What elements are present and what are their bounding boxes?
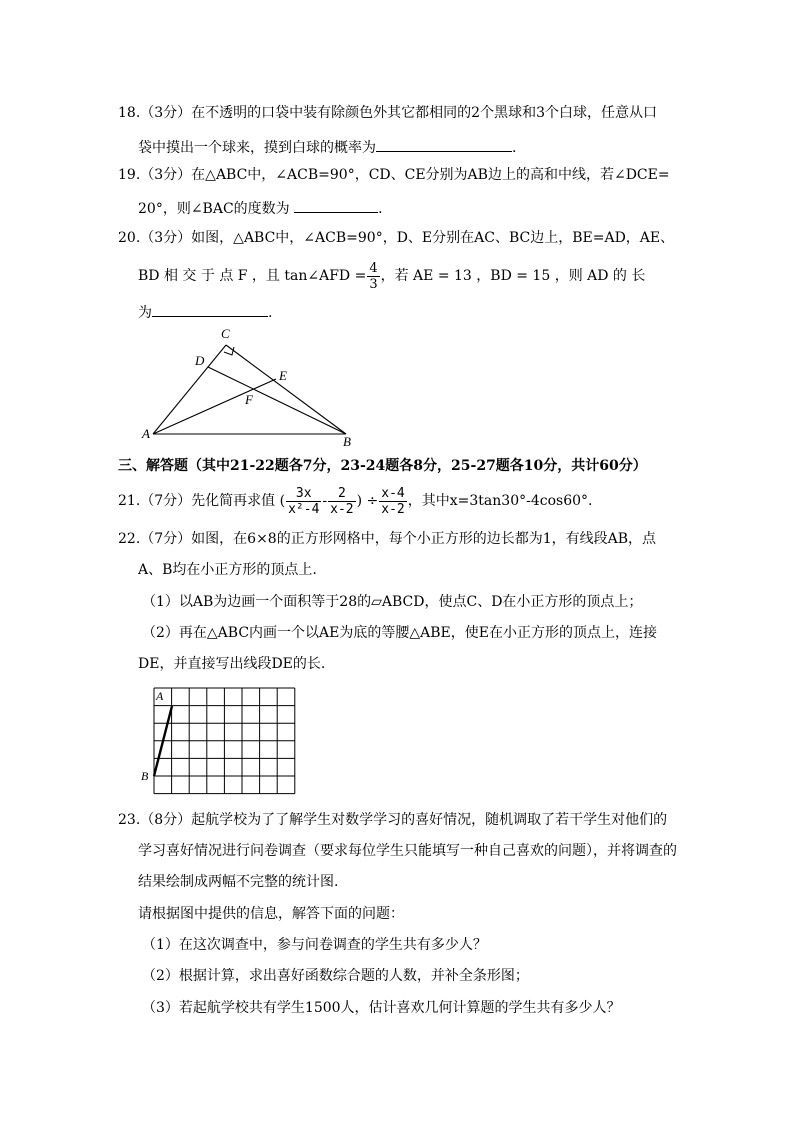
q20-fraction: $\frac{4}{3}$ [369, 260, 378, 292]
q19-line2: 20°，则∠BAC的度数为 . [138, 196, 383, 219]
q21-line: 21.（7分）先化简再求值 ( $\frac{3x}{\text{x²-4}}$ - $\frac{2}{x-2}$ ) ÷ $\frac{x-4}{x-2}$ ，其中x=3tan30°-4cos60°. [118, 485, 593, 517]
q20-line3: 为 . [138, 300, 272, 323]
section-header: 三、解答题（其中21-22题各7分，23-24题各8分，25-27题各10分，共计60分） [118, 458, 647, 474]
q22-line1: 22.（7分）如图，在6×8的正方形网格中，每个小正方形的边长都为1，有线段AB，点 [118, 531, 657, 547]
q23-line4: 请根据图中提供的信息，解答下面的问题： [138, 906, 404, 922]
q23-part3: （3）若起航学校共有学生1500人，估计喜欢几何计算题的学生共有多少人？ [142, 1000, 621, 1016]
q18-text: 袋中摸出一个球来，摸到白球的概率为 [138, 140, 376, 156]
q23-part1: （1）在这次调查中，参与问卷调查的学生共有多少人？ [142, 937, 487, 953]
q19-text: 20°，则∠BAC的度数为 [138, 201, 290, 217]
q22-part2: （2）再在△ABC内画一个以AE为底的等腰△ABE，使E在小正方形的顶点上，连接 [142, 625, 657, 641]
q22-part1: （1）以AB为边画一个面积等于28的▱ABCD，使点C、D在小正方形的顶点上； [142, 594, 643, 610]
label-d: D [195, 353, 205, 368]
q23-line1: 23.（8分）起航学校为了了解学生对数学学习的喜好情况，随机调取了若干学生对他们的 [118, 812, 668, 828]
q22-line2: A、B均在小正方形的顶点上. [138, 562, 317, 578]
q22-part3: DE，并直接写出线段DE的长. [138, 656, 326, 672]
q19-line1: 19.（3分）在△ABC中，∠ACB=90°，CD、CE分别为AB边上的高和中线，若∠DCE= [118, 167, 670, 183]
q18-line1: 18.（3分）在不透明的口袋中装有除颜色外其它都相同的2个黑球和3个白球，任意从口 [118, 105, 657, 121]
q23-part2: （2）根据计算，求出喜好函数综合题的人数，并补全条形图； [142, 968, 529, 984]
label-a: A [142, 426, 150, 441]
label-f: F [245, 392, 253, 407]
label-c: C [221, 326, 230, 341]
grid-label-a: A [156, 689, 164, 703]
q21-fraction-2: $\frac{2}{x-2}$ [330, 485, 354, 517]
q23-line3: 结果绘制成两幅不完整的统计图. [138, 874, 339, 890]
q18-line2: 袋中摸出一个球来，摸到白球的概率为 . [138, 135, 516, 158]
q20-line1: 20.（3分）如图，△ABC中，∠ACB=90°，D、E分别在AC、BC边上，BE=AD，AE、 [118, 230, 675, 246]
q21-fraction-1: $\frac{3x}{\text{x²-4}}$ [288, 485, 320, 517]
label-e: E [279, 368, 287, 383]
label-b: B [343, 434, 351, 449]
q20-line2: BD 相 交 于 点 F ，且 tan∠AFD = $\frac{4}{3}$ ，若 AE = 13 ，BD = 15 ，则 AD 的 长 [138, 260, 646, 292]
q21-fraction-3: $\frac{x-4}{x-2}$ [381, 485, 405, 517]
q23-line2: 学习喜好情况进行问卷调查（要求每位学生只能填写一种自己喜欢的问题），并将调查的 [138, 843, 677, 859]
grid-label-b: B [141, 769, 149, 783]
